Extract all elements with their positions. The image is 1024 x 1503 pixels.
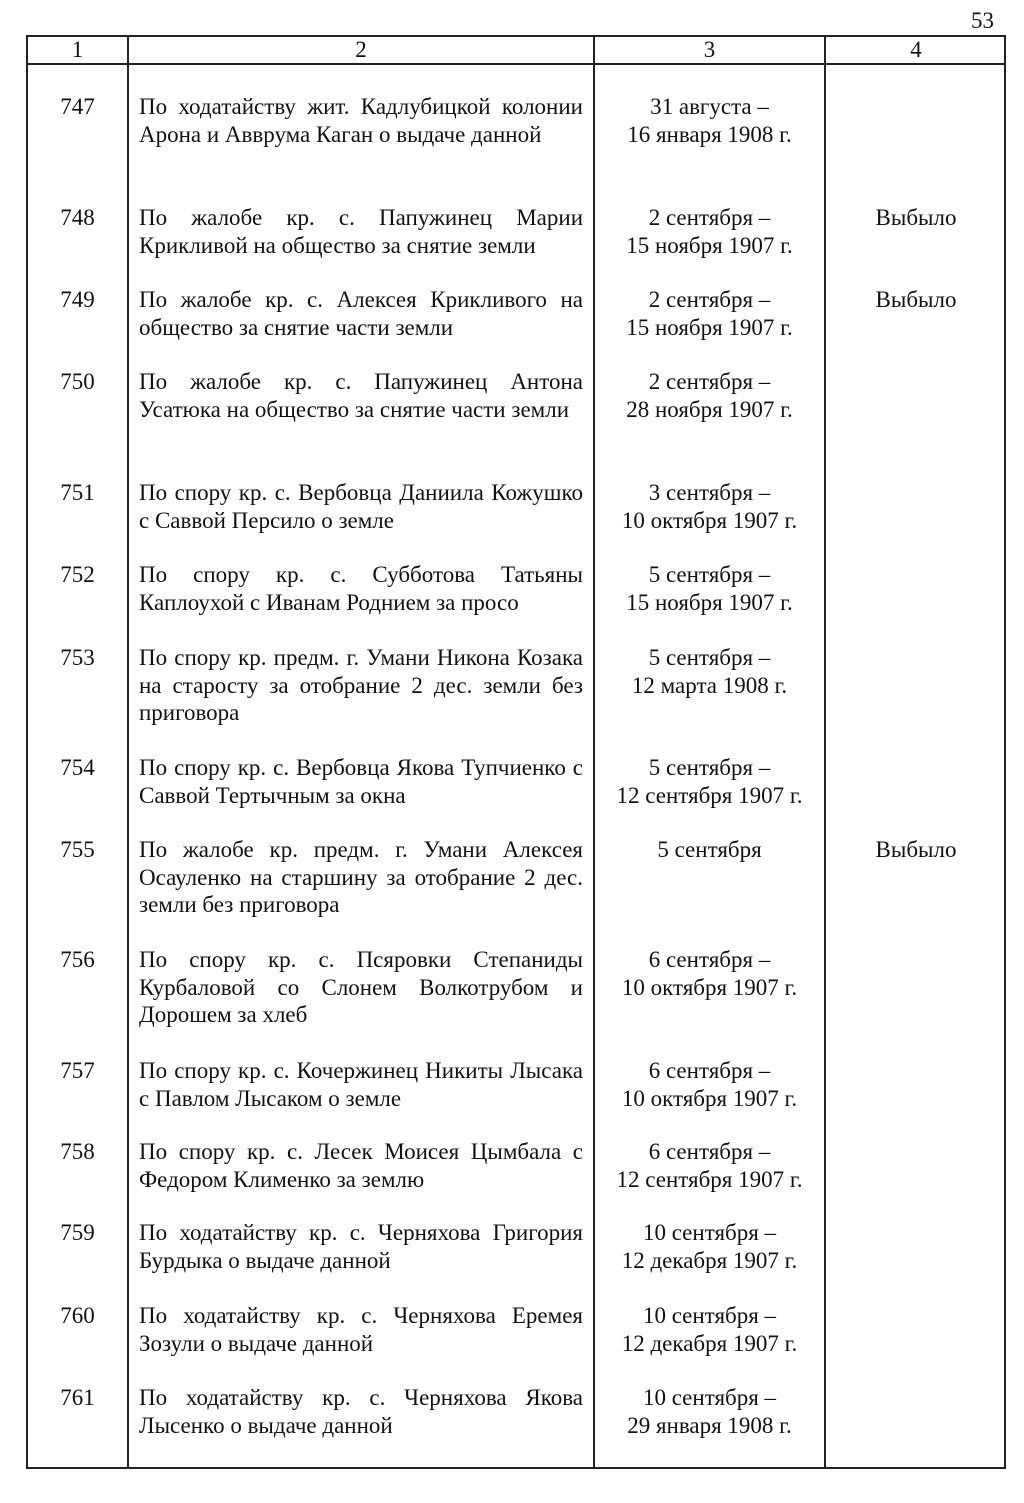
date-start: 5 сентября	[657, 837, 762, 862]
table-row	[28, 644, 1004, 754]
case-note: Выбыло	[875, 287, 957, 312]
case-description: По жалобе кр. с. Папужинец Марии Крикливой на общество за снятие земли	[139, 205, 583, 258]
case-dates	[595, 368, 824, 423]
column-header-1: 1	[71, 37, 84, 62]
case-description: По ходатайству кр. с. Черняхова Якова Лысенко о выдаче данной	[139, 1385, 583, 1438]
date-start: 5 сентября –	[648, 645, 771, 670]
case-dates	[595, 1302, 824, 1357]
table-row	[28, 1219, 1004, 1302]
case-note: Выбыло	[875, 205, 957, 230]
column-header-4: 4	[910, 37, 922, 62]
date-end: 10 октября 1907 г.	[621, 507, 798, 533]
table-row	[28, 1384, 1004, 1466]
case-description: По спору кр. с. Вербовца Якова Тупчиенко с Саввой Тертычным за окна	[139, 755, 583, 808]
case-description: По жалобе кр. с. Алексея Крикливого на общество за снятие части земли	[139, 287, 583, 340]
date-start: 3 сентября –	[648, 480, 771, 505]
case-number: 750	[60, 369, 95, 394]
table-row	[28, 286, 1004, 368]
date-start: 10 сентября –	[642, 1385, 777, 1410]
case-description: По ходатайству кр. с. Черняхова Еремея Зозули о выдаче данной	[139, 1303, 583, 1356]
case-number: 754	[60, 755, 95, 780]
case-dates	[595, 836, 824, 864]
date-end: 29 января 1908 г.	[627, 1412, 792, 1438]
case-description: По спору кр. с. Кочержинец Никиты Лысака с Павлом Лысаком о земле	[139, 1058, 583, 1111]
table-row	[28, 368, 1004, 479]
table-row	[28, 836, 1004, 946]
case-number: 752	[60, 562, 95, 587]
date-end: 16 января 1908 г.	[627, 121, 792, 147]
case-dates	[595, 1384, 824, 1439]
case-number: 749	[60, 287, 95, 312]
table-row	[28, 1138, 1004, 1219]
table-row	[28, 1302, 1004, 1384]
case-number: 756	[60, 947, 95, 972]
table-row	[28, 93, 1004, 204]
table-row	[28, 204, 1004, 286]
case-description: По ходатайству кр. с. Черняхова Григория Бурдыка о выдаче данной	[139, 1220, 583, 1273]
table-row	[28, 1057, 1004, 1138]
case-number: 751	[60, 480, 95, 505]
case-number: 758	[60, 1139, 95, 1164]
case-dates	[595, 644, 824, 699]
case-description: По спору кр. с. Лесек Моисея Цымбала с Федором Клименко за землю	[139, 1139, 583, 1192]
table-row	[28, 561, 1004, 644]
date-start: 6 сентября –	[648, 947, 771, 972]
date-end: 28 ноября 1907 г.	[626, 396, 793, 422]
case-dates	[595, 204, 824, 259]
case-dates	[595, 1057, 824, 1112]
case-number: 755	[60, 837, 95, 862]
case-number: 761	[60, 1385, 95, 1410]
case-description: По жалобе кр. с. Папужинец Антона Усатюка на общество за снятие части земли	[139, 369, 583, 422]
date-start: 6 сентября –	[648, 1139, 771, 1164]
column-header-3: 3	[703, 37, 716, 62]
date-start: 2 сентября –	[648, 205, 771, 230]
case-number: 748	[60, 205, 95, 230]
date-end: 15 ноября 1907 г.	[626, 232, 793, 258]
case-number: 753	[60, 645, 95, 670]
date-start: 10 сентября –	[642, 1303, 777, 1328]
date-start: 31 августа –	[650, 94, 769, 119]
date-end: 10 октября 1907 г.	[621, 1085, 798, 1111]
case-description: По спору кр. с. Вербовца Даниила Кожушко с Саввой Персило о земле	[139, 480, 583, 533]
case-number: 760	[60, 1303, 95, 1328]
table-row	[28, 479, 1004, 561]
case-description: По спору кр. предм. г. Умани Никона Козака на старосту за отобрание 2 дес. земли без приговора	[139, 645, 583, 725]
case-dates	[595, 946, 824, 1001]
case-description: По ходатайству жит. Кадлубицкой колонии Арона и Авврума Каган о выдаче данной	[139, 94, 583, 147]
date-start: 10 сентября –	[642, 1220, 777, 1245]
case-number: 759	[60, 1220, 95, 1245]
date-start: 2 сентября –	[648, 369, 771, 394]
date-end: 12 декабря 1907 г.	[621, 1247, 798, 1273]
date-end: 15 ноября 1907 г.	[626, 314, 793, 340]
date-end: 12 декабря 1907 г.	[621, 1330, 798, 1356]
column-header-2: 2	[355, 37, 367, 62]
case-description: По жалобе кр. предм. г. Умани Алексея Осауленко на старшину за отобрание 2 дес. земли без приговора	[139, 837, 583, 917]
case-dates	[595, 1219, 824, 1274]
case-dates	[595, 93, 824, 148]
date-end: 10 октября 1907 г.	[621, 974, 798, 1000]
case-number: 747	[60, 94, 95, 119]
case-dates	[595, 479, 824, 534]
date-start: 5 сентября –	[648, 755, 771, 780]
table-body	[28, 93, 1004, 1466]
case-dates	[595, 1138, 824, 1193]
case-description: По спору кр. с. Псяровки Степаниды Курбаловой со Слонем Волкотрубом и Дорошем за хлеб	[139, 947, 583, 1027]
case-note: Выбыло	[875, 837, 957, 862]
case-description: По спору кр. с. Субботова Татьяны Каплоухой с Иванам Роднием за просо	[139, 562, 583, 615]
case-dates	[595, 286, 824, 341]
table-row	[28, 946, 1004, 1057]
page-number: 53	[971, 8, 994, 33]
date-end: 12 марта 1908 г.	[631, 672, 788, 698]
date-end: 12 сентября 1907 г.	[616, 1166, 803, 1192]
date-end: 12 сентября 1907 г.	[616, 782, 803, 808]
table-row	[28, 754, 1004, 836]
header-divider	[28, 63, 1004, 65]
date-start: 2 сентября –	[648, 287, 771, 312]
case-dates	[595, 754, 824, 809]
case-dates	[595, 561, 824, 616]
archive-table	[26, 35, 1006, 1469]
date-end: 15 ноября 1907 г.	[626, 589, 793, 615]
date-start: 6 сентября –	[648, 1058, 771, 1083]
date-start: 5 сентября –	[648, 562, 771, 587]
case-number: 757	[60, 1058, 95, 1083]
